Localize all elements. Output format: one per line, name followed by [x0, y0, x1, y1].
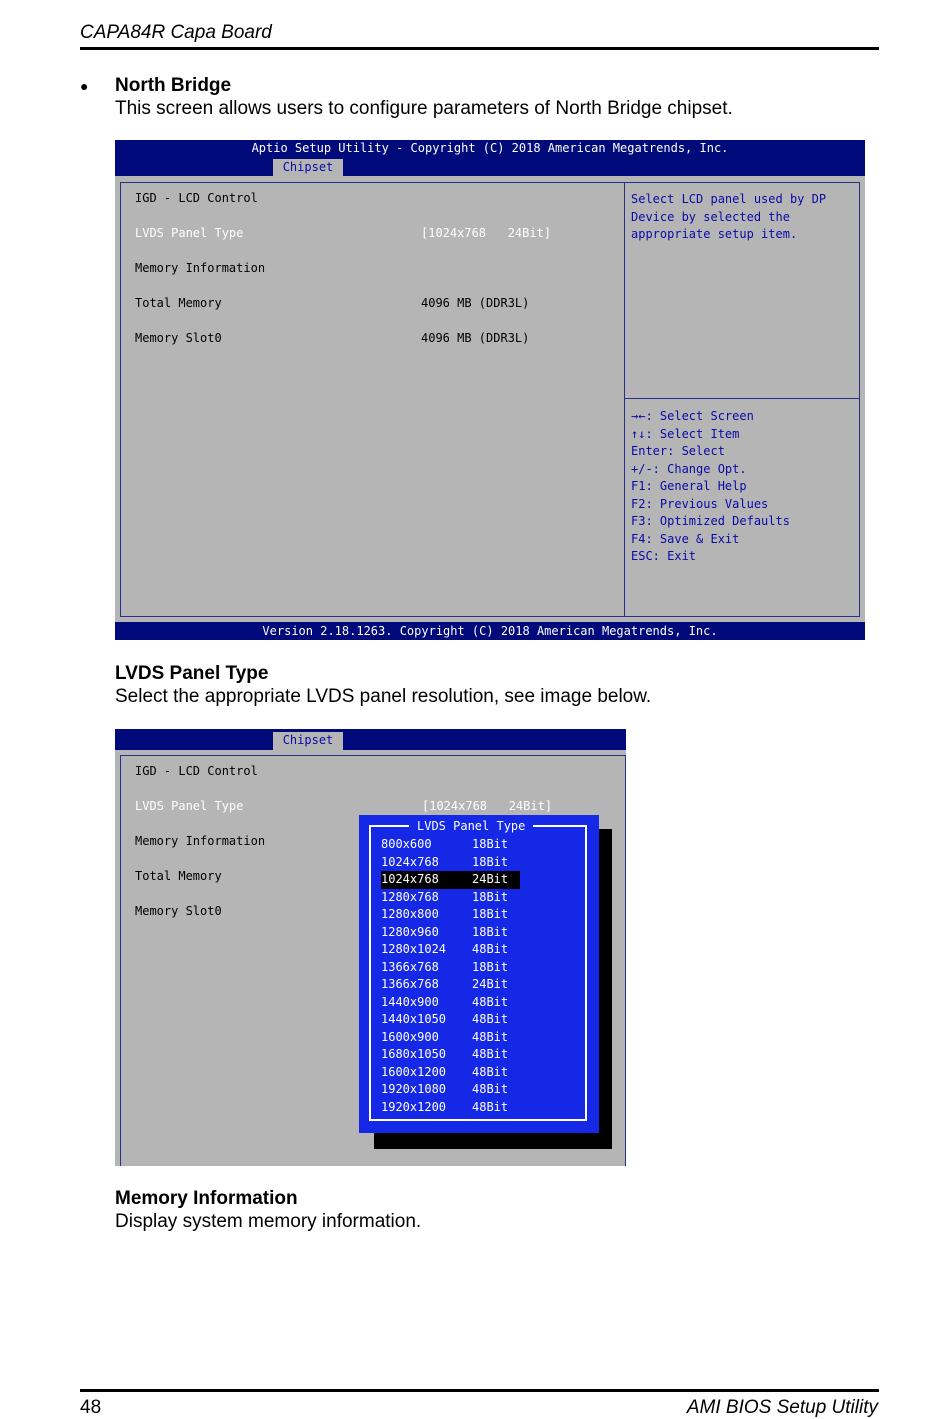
- lvds-description: Select the appropriate LVDS panel resolution, see image below.: [115, 686, 652, 707]
- page-number: 48: [80, 1397, 102, 1418]
- north-bridge-heading: North Bridge: [115, 75, 232, 96]
- popup-option[interactable]: 1440x900 48Bit: [381, 994, 509, 1009]
- popup-option[interactable]: 1440x1050 48Bit: [381, 1012, 509, 1026]
- key-select-item: ↑↓: Select Item: [631, 426, 740, 441]
- help-text: [631, 191, 826, 244]
- popup-option[interactable]: 1680x1050 48Bit: [381, 1047, 509, 1061]
- footer-rule: [80, 1389, 879, 1392]
- lvds-popup[interactable]: [359, 815, 599, 1133]
- popup-option[interactable]: 1366x768 18Bit: [381, 959, 509, 974]
- lvds-panel-type-label[interactable]: LVDS Panel Type: [135, 226, 244, 240]
- key-f1: F1: General Help: [631, 479, 747, 493]
- bios-screen-main: [115, 140, 865, 640]
- igd-lcd-control[interactable]: IGD - LCD Control: [135, 191, 258, 205]
- help-line: Select LCD panel used by DP: [631, 192, 827, 206]
- key-f4: F4: Save & Exit: [631, 531, 740, 546]
- help-line: Device by selected the: [631, 209, 790, 224]
- lvds-panel-type-value[interactable]: [1024x768 24Bit]: [422, 799, 553, 813]
- popup-title: LVDS Panel Type: [409, 819, 533, 833]
- popup-option[interactable]: 1600x900 48Bit: [381, 1029, 509, 1044]
- memory-information-label: Memory Information: [135, 834, 266, 848]
- key-change-opt: +/-: Change Opt.: [631, 461, 747, 476]
- footer-section-title: AMI BIOS Setup Utility: [686, 1397, 878, 1418]
- popup-option[interactable]: 1280x1024 48Bit: [381, 942, 509, 956]
- popup-options: [381, 836, 520, 1116]
- key-select-screen: →←: Select Screen: [631, 409, 754, 423]
- popup-option[interactable]: 1280x768 18Bit: [381, 889, 509, 904]
- memory-information-label: Memory Information: [135, 261, 266, 275]
- help-line: appropriate setup item.: [631, 227, 798, 241]
- bios-top-title: Aptio Setup Utility - Copyright (C) 2018 American Megatrends, Inc.: [251, 141, 729, 155]
- popup-option[interactable]: 1600x1200 48Bit: [381, 1064, 509, 1079]
- panel-divider: [624, 182, 625, 617]
- bios-bottom-bar: Version 2.18.1263. Copyright (C) 2018 American Megatrends, Inc.: [115, 622, 865, 640]
- total-memory-label: Total Memory: [135, 296, 222, 310]
- igd-lcd-control[interactable]: IGD - LCD Control: [135, 764, 258, 778]
- bios-top-bar: [115, 140, 865, 176]
- tab-chipset[interactable]: Chipset: [273, 732, 343, 750]
- popup-option[interactable]: 1024x768 18Bit: [381, 854, 509, 869]
- bios2-top-bar: [115, 729, 626, 750]
- key-legend: [631, 408, 790, 566]
- memory-slot0-label: Memory Slot0: [135, 904, 222, 918]
- popup-option[interactable]: 1280x800 18Bit: [381, 907, 509, 921]
- document-header-title: CAPA84R Capa Board: [80, 22, 272, 43]
- memory-info-description: Display system memory information.: [115, 1211, 422, 1232]
- popup-option[interactable]: 1920x1080 48Bit: [381, 1082, 509, 1096]
- lvds-heading: LVDS Panel Type: [115, 663, 269, 684]
- popup-option[interactable]: 1920x1200 48Bit: [381, 1099, 509, 1114]
- total-memory-label: Total Memory: [135, 869, 222, 883]
- help-divider: [624, 398, 860, 399]
- popup-option[interactable]: 1366x768 24Bit: [381, 977, 509, 991]
- memory-info-heading: Memory Information: [115, 1188, 298, 1209]
- popup-option[interactable]: 800x600 18Bit: [381, 837, 509, 851]
- popup-option[interactable]: 1280x960 18Bit: [381, 924, 509, 939]
- bios-screen-lvds: [115, 729, 626, 1166]
- bullet-icon: ●: [80, 78, 89, 94]
- key-f3: F3: Optimized Defaults: [631, 514, 790, 528]
- total-memory-value: 4096 MB (DDR3L): [421, 296, 530, 310]
- lvds-panel-type-value[interactable]: [1024x768 24Bit]: [421, 226, 552, 240]
- north-bridge-description: This screen allows users to configure parameters of North Bridge chipset.: [115, 98, 733, 119]
- tab-chipset[interactable]: Chipset: [273, 159, 343, 176]
- header-rule: [80, 47, 879, 50]
- key-esc: ESC: Exit: [631, 549, 697, 563]
- memory-slot0-label: Memory Slot0: [135, 331, 222, 345]
- popup-option-selected[interactable]: 1024x768 24Bit: [381, 871, 520, 889]
- lvds-panel-type-label[interactable]: LVDS Panel Type: [135, 799, 244, 813]
- memory-slot0-value: 4096 MB (DDR3L): [421, 331, 530, 345]
- key-f2: F2: Previous Values: [631, 496, 769, 511]
- key-enter: Enter: Select: [631, 444, 725, 458]
